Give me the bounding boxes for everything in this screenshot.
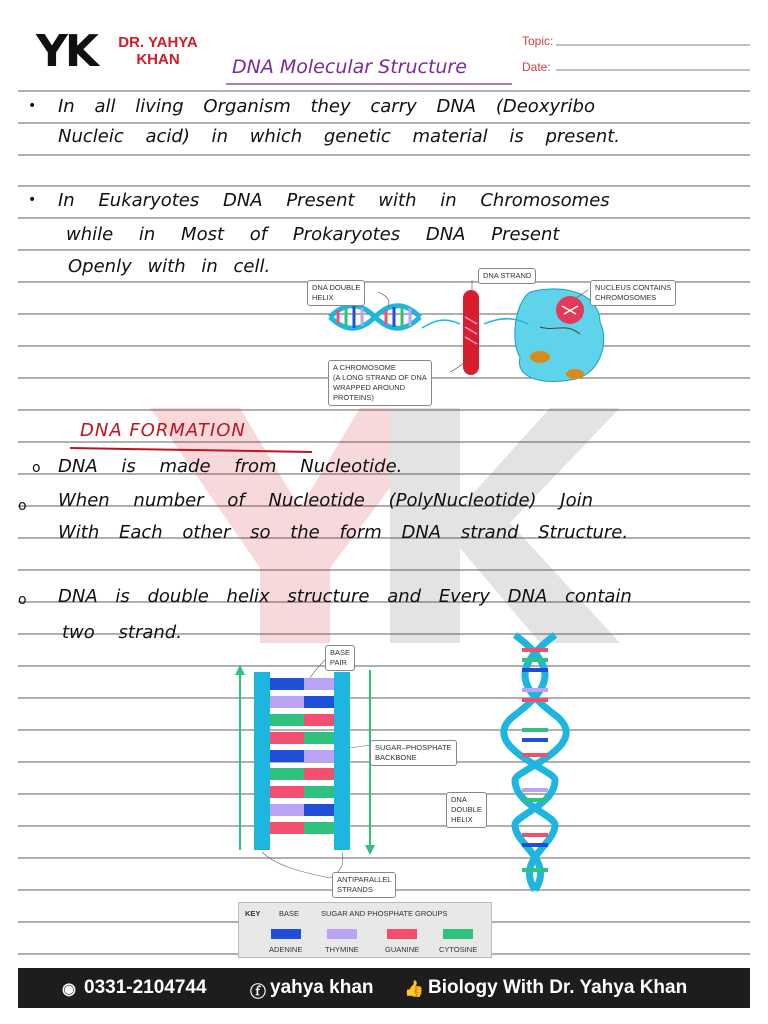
base-pairs [270,678,334,834]
footer-facebook: yahya khan [270,977,374,998]
footer-channel: Biology With Dr. Yahya Khan [428,977,688,998]
key-cytosine: CYTOSINE [439,945,478,954]
callout-chromosome: A CHROMOSOME (A LONG STRAND OF DNA WRAPPED AROUND PROTEINS) [328,360,432,406]
callout-double-helix: DNA DOUBLE HELIX [446,792,487,828]
note-line: while in Most of Prokaryotes DNA Present [66,224,560,245]
page-title: DNA Molecular Structure [232,56,467,78]
key-thymine: THYMINE [325,945,359,954]
dna-ladder-diagram [230,640,430,900]
diagram-key [238,902,492,958]
backbone-left [254,672,270,850]
key-guanine: GUANINE [385,945,420,954]
formation-line: When number of Nucleotide (PolyNucleotide) Join [58,490,594,511]
callout-backbone: SUGAR–PHOSPHATE BACKBONE [370,740,457,766]
bullet-dot: • [28,98,37,114]
callout-nucleus: NUCLEUS CONTAINS CHROMOSOMES [590,280,676,306]
bullet-circle: o [18,498,27,514]
footer-phone: 0331-2104744 [84,977,207,998]
callout-dna-strand: DNA STRAND [478,268,536,284]
formation-line: DNA is double helix structure and Every DNA contain [58,586,632,607]
key-base-label: BASE [279,909,300,918]
bullet-dot: • [28,192,37,208]
logo-name: DR. YAHYA KHAN [118,34,198,68]
key-title: KEY [245,909,261,918]
bullet-circle: o [32,460,41,476]
footer-bar [18,968,750,1008]
formation-line: DNA is made from Nucleotide. [58,456,403,477]
key-adenine: ADENINE [269,945,303,954]
dna-helix-diagram [500,630,570,895]
note-line: Openly with in cell. [68,256,271,277]
facebook-icon: ⓕ [250,984,267,1001]
date-label: Date: [522,60,551,74]
formation-line: With Each other so the form DNA strand Structure. [58,522,629,543]
callout-antiparallel: ANTIPARALLEL STRANDS [332,872,396,898]
dna-double-helix-graphic [330,306,420,329]
phone-icon: ◉ [62,981,76,998]
backbone-right [334,672,350,850]
callout-dna-double-helix: DNA DOUBLE HELIX [307,280,365,306]
note-line: In Eukaryotes DNA Present with in Chromosomes [58,190,610,211]
bullet-circle: o [18,592,27,608]
note-line: In all living Organism they carry DNA (Deoxyribo [58,96,595,117]
topic-label: Topic: [522,34,554,48]
formation-line: two strand. [62,622,182,643]
key-sugar-label: SUGAR AND PHOSPHATE GROUPS [321,909,448,918]
logo-letters: YK [36,26,96,77]
brand-logo [36,28,196,78]
section-title: DNA FORMATION [80,420,246,441]
thumbs-up-icon: 👍 [404,981,424,998]
chromosome-graphic [463,290,479,375]
callout-base-pair: BASE PAIR [325,645,355,671]
note-line: Nucleic acid) in which genetic material is present. [58,126,620,147]
